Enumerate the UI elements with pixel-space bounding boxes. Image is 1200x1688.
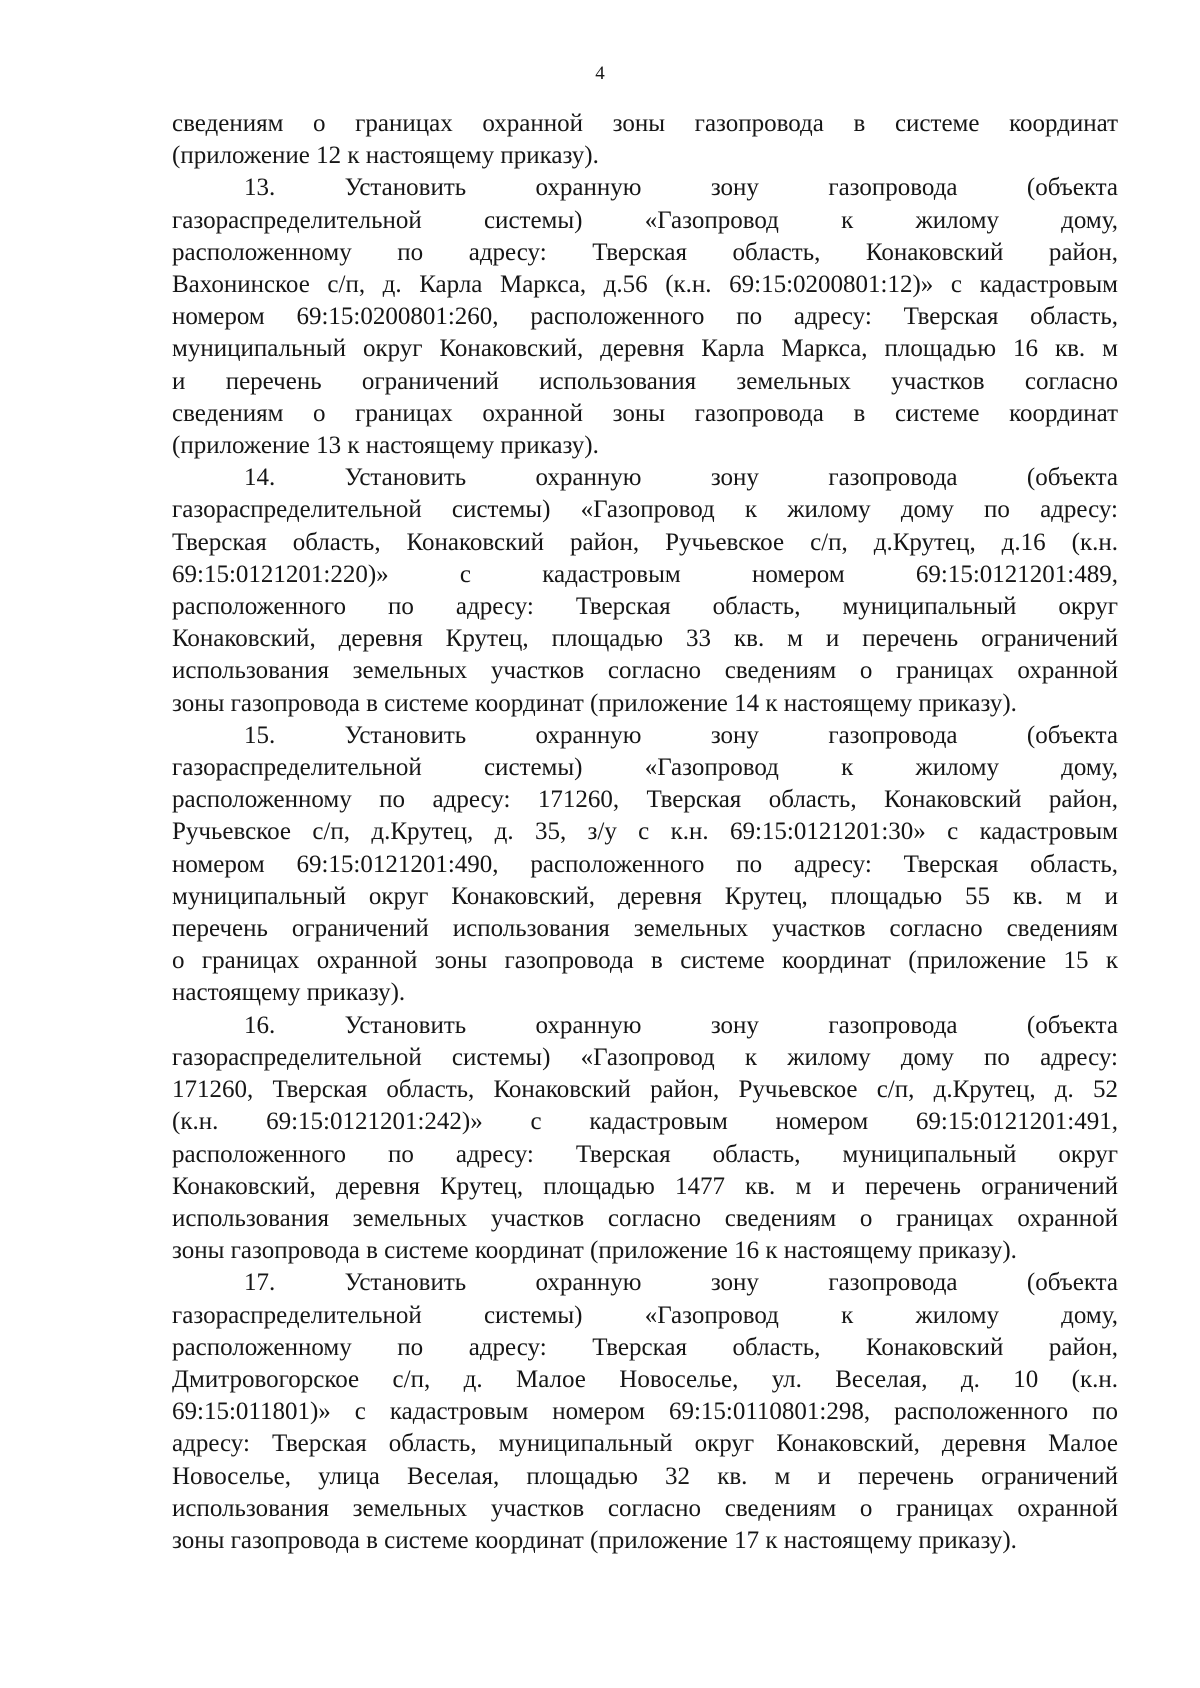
text-line: перечень ограничений использования земельных участков согласно сведениям: [172, 915, 1118, 943]
text-line: Конаковский, деревня Крутец, площадью 1477 кв. м и перечень ограничений: [172, 1172, 1118, 1200]
text-line: 14. Установить охранную зону газопровода (объекта: [244, 464, 1118, 492]
text-line: 13. Установить охранную зону газопровода (объекта: [244, 174, 1118, 202]
text-line: и перечень ограничений использования земельных участков согласно: [172, 367, 1118, 395]
text-line: газораспределительной системы) «Газопровод к жилому дому,: [172, 754, 1118, 782]
text-line: номером 69:15:0200801:260, расположенного по адресу: Тверская область,: [172, 303, 1118, 331]
text-line: расположенному по адресу: Тверская область, Конаковский район,: [172, 1333, 1118, 1361]
text-line: газораспределительной системы) «Газопровод к жилому дому,: [172, 1301, 1118, 1329]
text-line: использования земельных участков согласно сведениям о границах охранной: [172, 1204, 1118, 1232]
paragraph-item-13: [172, 172, 1118, 462]
text-line: (к.н. 69:15:0121201:242)» с кадастровым номером 69:15:0121201:491,: [172, 1108, 1118, 1136]
text-line: зоны газопровода в системе координат (приложение 17 к настоящему приказу).: [172, 1526, 1017, 1554]
text-line: газораспределительной системы) «Газопровод к жилому дому по адресу:: [172, 496, 1118, 524]
text-line: о границах охранной зоны газопровода в системе координат (приложение 15 к: [172, 947, 1118, 975]
text-line: 69:15:0121201:220)» с кадастровым номером 69:15:0121201:489,: [172, 560, 1118, 588]
text-line: Дмитровогорское с/п, д. Малое Новоселье, ул. Веселая, д. 10 (к.н.: [172, 1365, 1118, 1393]
text-line: расположенному по адресу: 171260, Тверская область, Конаковский район,: [172, 786, 1118, 814]
document-body: [172, 108, 1118, 1557]
text-line: использования земельных участков согласно сведениям о границах охранной: [172, 1494, 1118, 1522]
text-line: (приложение 12 к настоящему приказу).: [172, 142, 599, 170]
text-line: (приложение 13 к настоящему приказу).: [172, 432, 599, 460]
paragraph-item-14: [172, 462, 1118, 720]
text-line: муниципальный округ Конаковский, деревня Карла Маркса, площадью 16 кв. м: [172, 335, 1118, 363]
paragraph-item-17: [172, 1267, 1118, 1557]
page-number: 4: [595, 63, 605, 84]
text-line: зоны газопровода в системе координат (приложение 14 к настоящему приказу).: [172, 689, 1017, 717]
text-line: расположенного по адресу: Тверская область, муниципальный округ: [172, 1140, 1118, 1168]
text-line: 16. Установить охранную зону газопровода (объекта: [244, 1011, 1118, 1039]
text-line: Ручьевское с/п, д.Крутец, д. 35, з/у с к.н. 69:15:0121201:30» с кадастровым: [172, 818, 1118, 846]
text-line: Новоселье, улица Веселая, площадью 32 кв. м и перечень ограничений: [172, 1462, 1118, 1490]
text-line: Тверская область, Конаковский район, Ручьевское с/п, д.Крутец, д.16 (к.н.: [172, 528, 1118, 556]
text-line: настоящему приказу).: [172, 979, 406, 1007]
text-line: 171260, Тверская область, Конаковский район, Ручьевское с/п, д.Крутец, д. 52: [172, 1076, 1118, 1104]
text-line: адресу: Тверская область, муниципальный округ Конаковский, деревня Малое: [172, 1430, 1118, 1458]
text-line: использования земельных участков согласно сведениям о границах охранной: [172, 657, 1118, 685]
text-line: газораспределительной системы) «Газопровод к жилому дому по адресу:: [172, 1043, 1118, 1071]
text-line: газораспределительной системы) «Газопровод к жилому дому,: [172, 206, 1118, 234]
text-line: сведениям о границах охранной зоны газопровода в системе координат: [172, 399, 1118, 427]
text-line: номером 69:15:0121201:490, расположенного по адресу: Тверская область,: [172, 850, 1118, 878]
text-line: 69:15:011801)» с кадастровым номером 69:15:0110801:298, расположенного по: [172, 1398, 1118, 1426]
paragraph-continuation: [172, 108, 1118, 172]
text-line: расположенного по адресу: Тверская область, муниципальный округ: [172, 593, 1118, 621]
paragraph-item-16: [172, 1010, 1118, 1268]
text-line: Вахонинское с/п, д. Карла Маркса, д.56 (к.н. 69:15:0200801:12)» с кадастровым: [172, 271, 1118, 299]
text-line: сведениям о границах охранной зоны газопровода в системе координат: [172, 110, 1118, 137]
text-line: муниципальный округ Конаковский, деревня Крутец, площадью 55 кв. м и: [172, 882, 1118, 910]
paragraph-item-15: [172, 720, 1118, 1010]
text-line: 15. Установить охранную зону газопровода (объекта: [244, 721, 1118, 749]
text-line: 17. Установить охранную зону газопровода (объекта: [244, 1269, 1118, 1297]
text-line: Конаковский, деревня Крутец, площадью 33 кв. м и перечень ограничений: [172, 625, 1118, 653]
text-line: зоны газопровода в системе координат (приложение 16 к настоящему приказу).: [172, 1237, 1017, 1265]
text-line: расположенному по адресу: Тверская область, Конаковский район,: [172, 238, 1118, 266]
